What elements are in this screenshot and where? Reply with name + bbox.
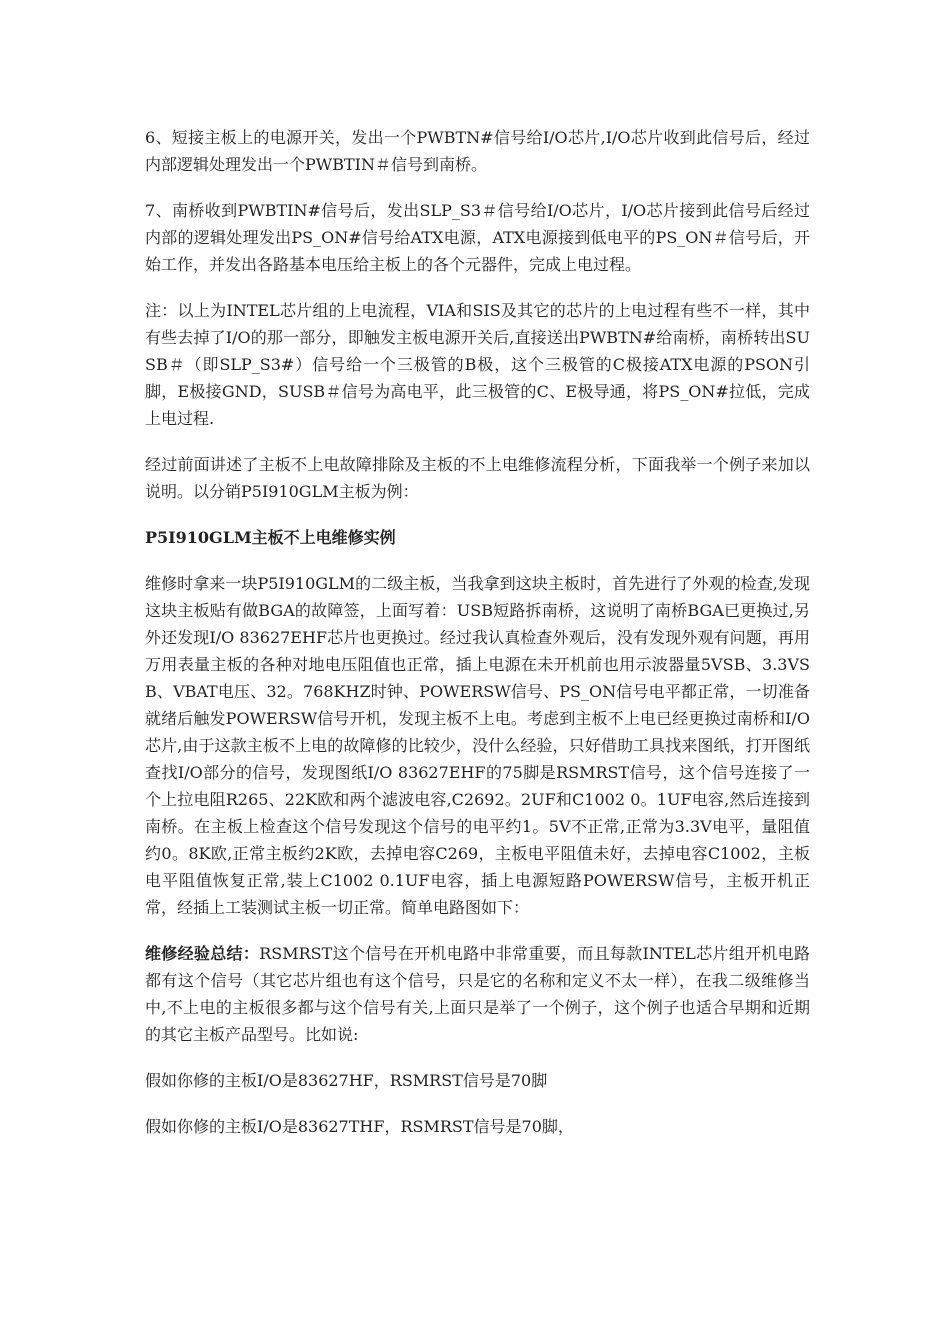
paragraph-step-6: 6、短接主板上的电源开关，发出一个PWBTN#信号给I/O芯片,I/O芯片收到此信号后，经过内部逻辑处理发出一个PWBTIN＃信号到南桥。 <box>145 128 810 174</box>
paragraph-example-1: 假如你修的主板I/O是83627HF，RSMRST信号是70脚 <box>145 1071 548 1090</box>
summary-label: 维修经验总结： <box>145 944 260 963</box>
paragraph-intro: 经过前面讲述了主板不上电故障排除及主板的不上电维修流程分析，下面我举一个例子来加以说明。以分销P5I910GLM主板为例： <box>145 455 810 501</box>
summary-text: RSMRST这个信号在开机电路中非常重要，而且每款INTEL芯片组开机电路都有这个信号（其它芯片组也有这个信号，只是它的名称和定义不太一样），在我二级维修当中,不上电的主板很多都与这个信号有关,上面只是举了一个例子，这个例子也适合早期和近期的其它主板产品型号。比如说: <box>145 944 810 1044</box>
document-body <box>145 124 810 1159</box>
paragraph-example-2: 假如你修的主板I/O是83627THF，RSMRST信号是70脚， <box>145 1117 574 1136</box>
paragraph-step-7: 7、南桥收到PWBTIN#信号后，发出SLP_S3＃信号给I/O芯片，I/O芯片接到此信号后经过内部的逻辑处理发出PS_ON#信号给ATX电源，ATX电源接到低电平的PS_ON＃信号后，开始工作，并发出各路基本电压给主板上的各个元器件，完成上电过程。 <box>145 201 810 274</box>
paragraph-note: 注：以上为INTEL芯片组的上电流程，VIA和SIS及其它的芯片的上电过程有些不一样，其中有些去掉了I/O的那一部分，即触发主板电源开关后,直接送出PWBTN#给南桥，南桥转出SUSB＃（即SLP_S3#）信号给一个三极管的B极，这个三极管的C极接ATX电源的PSON引脚，E极接GND，SUSB＃信号为高电平，此三极管的C、E极导通，将PS_ON#拉低，完成上电过程. <box>145 301 810 428</box>
section-heading: P5I910GLM主板不上电维修实例 <box>145 528 396 547</box>
paragraph-case-study: 维修时拿来一块P5I910GLM的二级主板，当我拿到这块主板时，首先进行了外观的检查,发现这块主板贴有做BGA的故障签，上面写着：USB短路拆南桥，这说明了南桥BGA已更换过,另外还发现I/O 83627EHF芯片也更换过。经过我认真检查外观后，没有发现外观有问题，再用万用表量主板的各种对地电压阻值也正常，插上电源在未开机前也用示波器量5VSB、3.3VSB、VBAT电压、32。768KHZ时钟、POWERSW信号、PS_ON信号电平都正常，一切准备就绪后触发POWERSW信号开机，发现主板不上电。考虑到主板不上电已经更换过南桥和I/O芯片,由于这款主板不上电的故障修的比较少，没什么经验，只好借助工具找来图纸，打开图纸查找I/O部分的信号，发现图纸I/O 83627EHF的75脚是RSMRST信号，这个信号连接了一个上拉电阻R265、22K欧和两个滤波电容,C2692。2UF和C1002 0。1UF电容,然后连接到南桥。在主板上检查这个信号发现这个信号的电平约1。5V不正常,正常为3.3V电平，量阻值约0。8K欧,正常主板约2K欧，去掉电容C269，主板电平阻值未好，去掉电容C1002，主板电平阻值恢复正常,装上C1002 0.1UF电容，插上电源短路POWERSW信号，主板开机正常，经插上工装测试主板一切正常。简单电路图如下： <box>145 574 810 917</box>
paragraph-summary <box>145 940 810 1048</box>
